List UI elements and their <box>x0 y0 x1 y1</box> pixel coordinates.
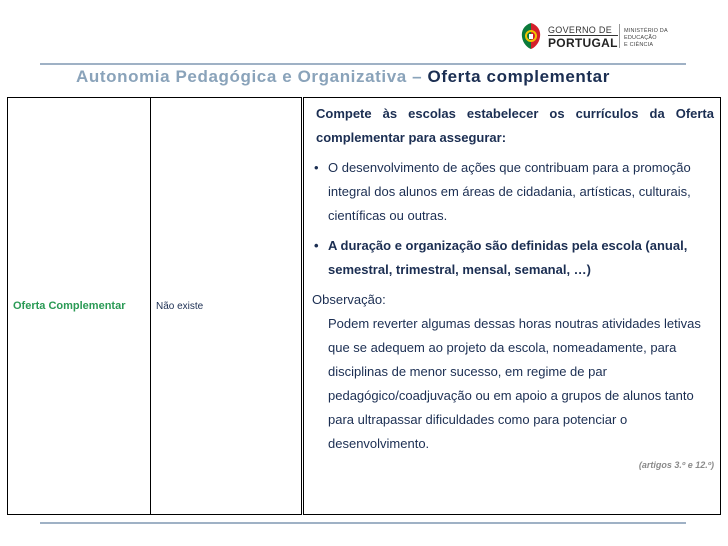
intro-text: Compete às escolas estabelecer os currículos da Oferta complementar para assegurar: <box>316 106 714 145</box>
government-name <box>548 25 618 50</box>
cell-previous <box>151 98 303 515</box>
ministry-line2: E CIÊNCIA <box>624 42 654 48</box>
bullet-icon: • <box>314 160 319 175</box>
bullet-icon: • <box>314 238 319 253</box>
bullet-item <box>312 234 714 282</box>
logo-divider <box>619 24 620 48</box>
ministry-line1: MINISTÉRIO DA EDUCAÇÃO <box>624 28 668 41</box>
legal-reference: (artigos 3.º e 12.º) <box>638 460 714 470</box>
bullet-item <box>312 156 714 228</box>
ministry-name <box>624 28 690 49</box>
page-title <box>76 67 610 87</box>
title-highlight: Oferta complementar <box>427 67 610 86</box>
category-label: Oferta Complementar <box>13 300 126 312</box>
observation-text: Podem reverter algumas dessas horas noutras atividades letivas que se adequem ao projeto da escola, nomeadamente, para disciplinas de menor sucesso, em regime de par pedagógico/coadjuvação ou em apoio a grupos de alunos tanto para ultrapassar dificuldades como para potenciar o desenvolvimento. <box>328 316 701 451</box>
bullet-text: A duração e organização são definidas pela escola (anual, semestral, trimestral, mensal, semanal, …) <box>328 238 688 277</box>
cell-description <box>303 98 721 515</box>
government-logo <box>520 22 690 52</box>
description-content <box>304 98 720 472</box>
observation-label: Observação: <box>312 292 386 307</box>
top-rule <box>40 63 686 65</box>
previous-value: Não existe <box>156 300 204 312</box>
bullet-text: O desenvolvimento de ações que contribuam para a promoção integral dos alunos em áreas de cidadania, artísticas, culturais, científicas ou outras. <box>328 160 691 223</box>
government-line1: GOVERNO DE <box>548 25 613 35</box>
bottom-rule <box>40 522 686 524</box>
portugal-emblem-icon <box>520 22 542 50</box>
cell-category <box>8 98 151 515</box>
government-line2: PORTUGAL <box>548 36 618 50</box>
content-table <box>7 97 721 515</box>
table-row <box>8 98 721 515</box>
title-prefix: Autonomia Pedagógica e Organizativa – <box>76 67 428 86</box>
